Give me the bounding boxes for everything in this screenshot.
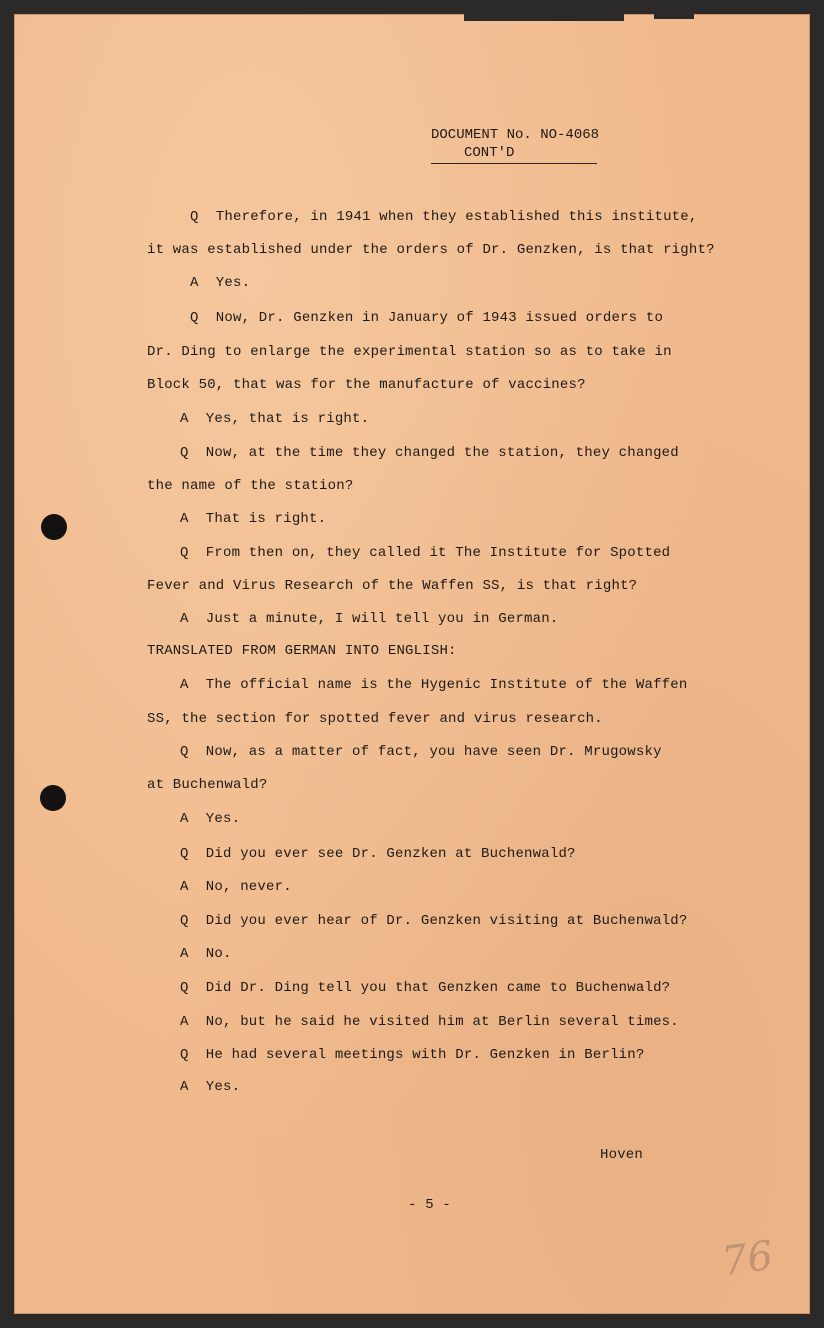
transcript-line: SS, the section for spotted fever and virus research. xyxy=(147,711,603,727)
transcript-line: A That is right. xyxy=(180,511,327,527)
document-page xyxy=(14,14,810,1314)
document-number: DOCUMENT No. NO-4068 xyxy=(431,127,600,143)
transcript-line: Q Did you ever hear of Dr. Genzken visiting at Buchenwald? xyxy=(180,913,688,929)
transcript-line: Q Now, as a matter of fact, you have seen Dr. Mrugowsky xyxy=(180,744,662,760)
transcript-line: Q He had several meetings with Dr. Genzken in Berlin? xyxy=(180,1047,645,1063)
transcript-line: A No, never. xyxy=(180,879,292,895)
transcript-line: Q Did you ever see Dr. Genzken at Buchenwald? xyxy=(180,846,576,862)
punch-hole xyxy=(41,514,67,540)
transcript-line: Fever and Virus Research of the Waffen SS, is that right? xyxy=(147,578,638,594)
punch-hole xyxy=(40,785,66,811)
transcript-line: at Buchenwald? xyxy=(147,777,268,793)
transcript-line: A The official name is the Hygenic Institute of the Waffen xyxy=(180,677,688,693)
transcript-line: Dr. Ding to enlarge the experimental station so as to take in xyxy=(147,344,672,360)
torn-edge xyxy=(464,14,624,21)
transcript-line: A Just a minute, I will tell you in German. xyxy=(180,611,559,627)
transcript-line: A Yes, that is right. xyxy=(180,411,370,427)
section-heading: TRANSLATED FROM GERMAN INTO ENGLISH: xyxy=(147,643,457,659)
transcript-line: Q Did Dr. Ding tell you that Genzken came to Buchenwald? xyxy=(180,980,671,996)
torn-edge xyxy=(654,14,694,19)
transcript-line: Q Now, at the time they changed the station, they changed xyxy=(180,445,679,461)
transcript-line: A Yes. xyxy=(180,811,241,827)
signature: Hoven xyxy=(600,1147,644,1163)
transcript-line: it was established under the orders of Dr. Genzken, is that right? xyxy=(147,242,715,258)
header-underline xyxy=(431,163,597,164)
transcript-line: Q Now, Dr. Genzken in January of 1943 issued orders to xyxy=(190,310,664,326)
transcript-line: Q Therefore, in 1941 when they established this institute, xyxy=(190,209,698,225)
transcript-line: Block 50, that was for the manufacture of vaccines? xyxy=(147,377,586,393)
transcript-line: A Yes. xyxy=(190,275,251,291)
transcript-line: Q From then on, they called it The Institute for Spotted xyxy=(180,545,671,561)
continued-label: CONT'D xyxy=(464,145,515,161)
page-number: - 5 - xyxy=(408,1197,452,1213)
margin-note: 76 xyxy=(719,1232,776,1286)
transcript-line: A No. xyxy=(180,946,232,962)
transcript-line: A Yes. xyxy=(180,1079,241,1095)
transcript-line: A No, but he said he visited him at Berlin several times. xyxy=(180,1014,679,1030)
transcript-line: the name of the station? xyxy=(147,478,354,494)
